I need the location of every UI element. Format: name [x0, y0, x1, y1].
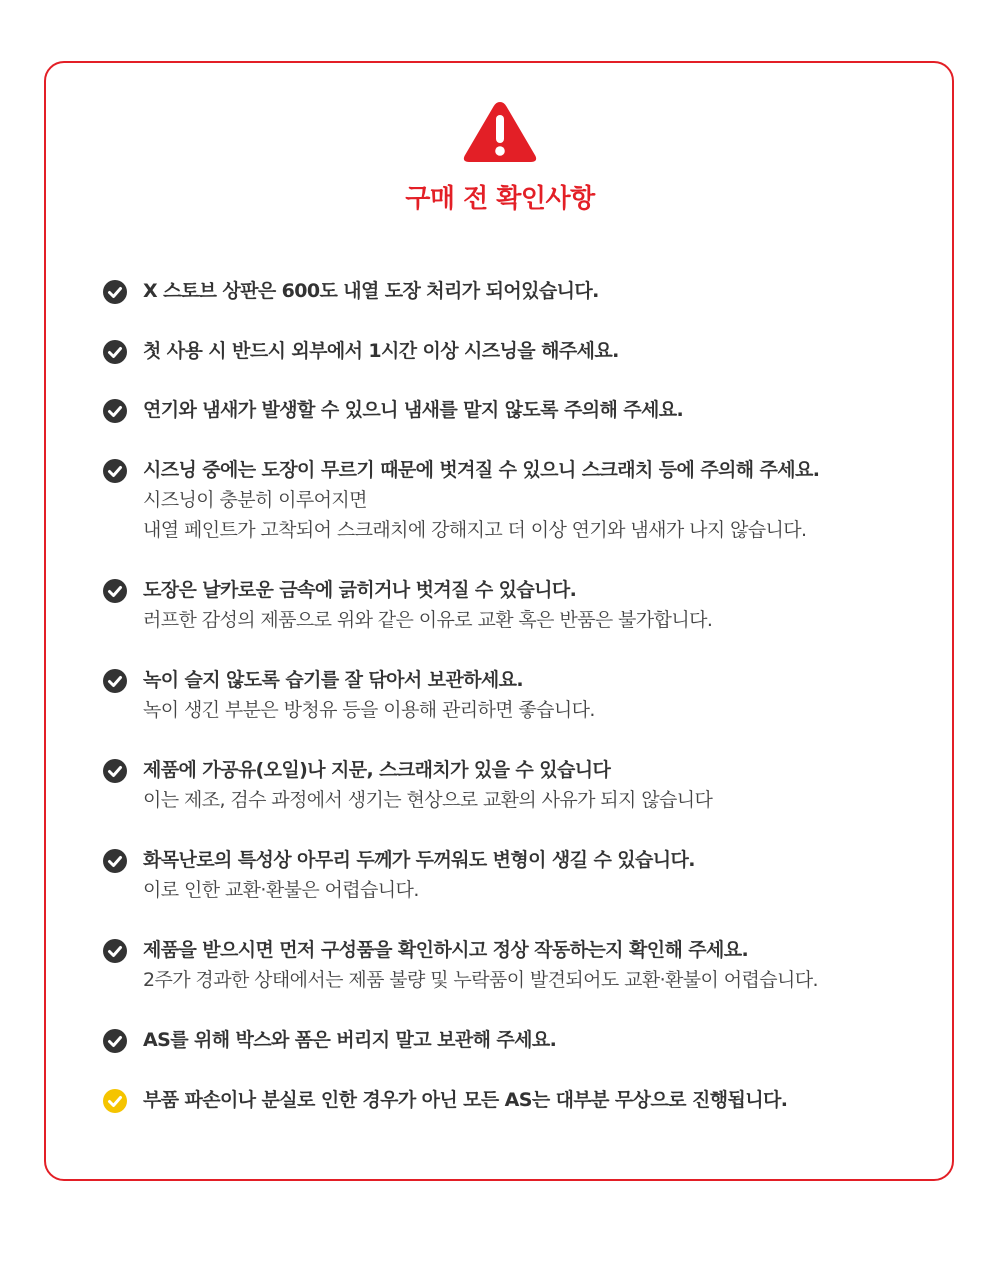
check-circle-icon: [103, 849, 127, 873]
check-circle-icon: [103, 669, 127, 693]
notice-item: [103, 1085, 963, 1115]
item-sub-text: 러프한 감성의 제품으로 위와 같은 이유로 교환 혹은 반품은 불가합니다.: [143, 609, 713, 631]
notice-item: [103, 845, 963, 905]
item-main-text: 제품을 받으시면 먼저 구성품을 확인하시고 정상 작동하는지 확인해 주세요.: [143, 939, 749, 961]
check-circle-icon: [103, 399, 127, 423]
item-main-text: 도장은 날카로운 금속에 긁히거나 벗겨질 수 있습니다.: [143, 579, 577, 601]
item-main-text: 부품 파손이나 분실로 인한 경우가 아닌 모든 AS는 대부분 무상으로 진행됩니다.: [143, 1089, 788, 1111]
item-main-text: X 스토브 상판은 600도 내열 도장 처리가 되어있습니다.: [143, 280, 599, 302]
notice-item: [103, 336, 963, 366]
notice-item: [103, 455, 963, 545]
item-main-text: 녹이 슬지 않도록 습기를 잘 닦아서 보관하세요.: [143, 669, 524, 691]
notice-item: [103, 665, 963, 725]
item-sub-text: 내열 페인트가 고착되어 스크래치에 강해지고 더 이상 연기와 냄새가 나지 않습니다.: [143, 519, 807, 541]
item-sub-text: 2주가 경과한 상태에서는 제품 불량 및 누락품이 발견되어도 교환·환불이 어렵습니다.: [143, 969, 818, 991]
item-sub-text: 이는 제조, 검수 과정에서 생기는 현상으로 교환의 사유가 되지 않습니다: [143, 789, 713, 811]
check-circle-icon: [103, 759, 127, 783]
item-main-text: 연기와 냄새가 발생할 수 있으니 냄새를 맡지 않도록 주의해 주세요.: [143, 399, 684, 421]
check-circle-icon: [103, 1029, 127, 1053]
notice-item: [103, 755, 963, 815]
check-circle-icon: [103, 579, 127, 603]
notice-item: [103, 395, 963, 425]
item-sub-text: 이로 인한 교환·환불은 어렵습니다.: [143, 879, 419, 901]
item-sub-text: 시즈닝이 충분히 이루어지면: [143, 489, 367, 511]
check-circle-icon: [103, 280, 127, 304]
item-main-text: 시즈닝 중에는 도장이 무르기 때문에 벗겨질 수 있으니 스크래치 등에 주의해 주세요.: [143, 459, 820, 481]
notice-item: [103, 575, 963, 635]
page-title: 구매 전 확인사항: [405, 184, 595, 214]
check-circle-icon: [103, 459, 127, 483]
notice-item: [103, 935, 963, 995]
check-circle-icon: [103, 939, 127, 963]
item-main-text: 첫 사용 시 반드시 외부에서 1시간 이상 시즈닝을 해주세요.: [143, 340, 619, 362]
item-main-text: AS를 위해 박스와 폼은 버리지 말고 보관해 주세요.: [143, 1029, 557, 1051]
warning-icon: [461, 98, 539, 166]
notice-item: [103, 1025, 963, 1055]
item-main-text: 화목난로의 특성상 아무리 두께가 두꺼워도 변형이 생길 수 있습니다.: [143, 849, 695, 871]
notice-item: [103, 276, 963, 306]
item-sub-text: 녹이 생긴 부분은 방청유 등을 이용해 관리하면 좋습니다.: [143, 699, 595, 721]
check-circle-icon: [103, 340, 127, 364]
item-main-text: 제품에 가공유(오일)나 지문, 스크래치가 있을 수 있습니다: [143, 759, 611, 781]
check-circle-yellow-icon: [103, 1089, 127, 1113]
